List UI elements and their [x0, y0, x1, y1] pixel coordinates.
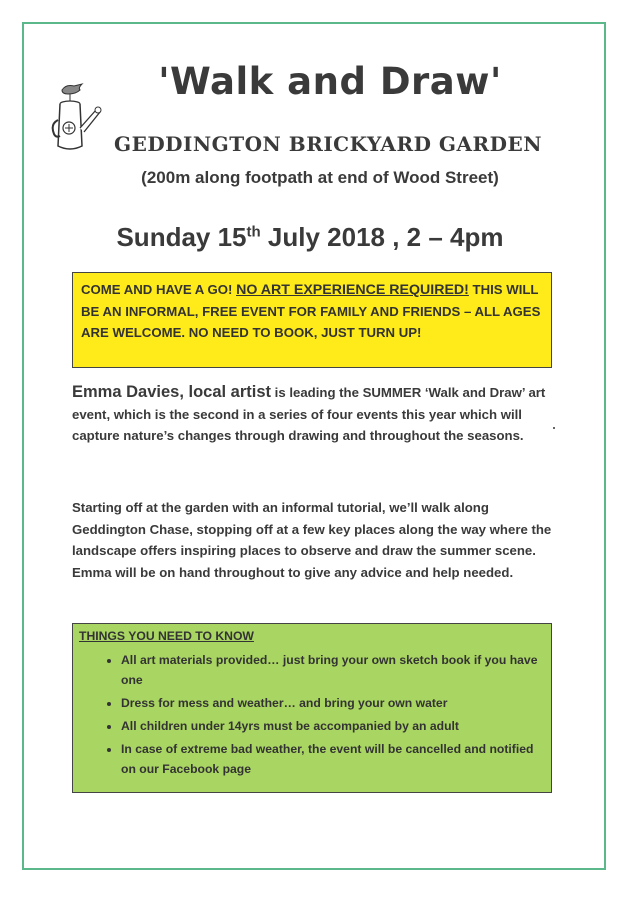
- list-item: • Dress for mess and weather… and bring your own water: [121, 693, 543, 713]
- notice-lead: COME AND HAVE A GO!: [81, 282, 237, 297]
- event-date: [70, 222, 550, 253]
- date-prefix: Sunday 15: [116, 222, 247, 252]
- things-box: [72, 623, 552, 793]
- notice-box: [72, 272, 552, 368]
- event-title: 'Walk and Draw': [158, 60, 502, 103]
- bird-watering-can-logo: [48, 80, 104, 160]
- things-heading: THINGS YOU NEED TO KNOW: [79, 629, 254, 643]
- list-item: • In case of extreme bad weather, the event will be cancelled and notified on our Facebook page: [121, 739, 543, 779]
- description-paragraph: Starting off at the garden with an informal tutorial, we’ll walk along Geddington Chase, stopping off at a few key places along the way where the landscape offers inspiring places to observe and draw the summer scene. Emma will be on hand throughout to give any advice and help needed.: [72, 500, 552, 580]
- things-list: [79, 650, 543, 779]
- notice-emphasis: NO ART EXPERIENCE REQUIRED!: [236, 282, 469, 298]
- artist-name: Emma Davies, local artist: [72, 383, 272, 401]
- venue-name: GEDDINGTON BRICKYARD GARDEN: [114, 132, 542, 156]
- date-suffix: th: [246, 223, 261, 241]
- venue-location: (200m along footpath at end of Wood Street): [141, 168, 499, 187]
- list-item: • All children under 14yrs must be accompanied by an adult: [121, 716, 543, 736]
- intro-paragraph: [72, 382, 562, 447]
- list-item: • All art materials provided… just bring your own sketch book if you have one: [121, 650, 543, 690]
- notice-rest: THIS WILL BE AN INFORMAL, FREE EVENT FOR FAMILY AND FRIENDS – ALL AGES ARE WELCOME. NO NEED TO BOOK, JUST TURN UP!: [81, 282, 541, 340]
- intro-text: is leading the SUMMER ‘Walk and Draw’ art event, which is the second in a series of four events this year which will capture nature’s changes through drawing and throughout the seasons.: [72, 385, 546, 443]
- date-rest: July 2018 , 2 – 4pm: [260, 222, 504, 252]
- scan-speck: [553, 427, 555, 429]
